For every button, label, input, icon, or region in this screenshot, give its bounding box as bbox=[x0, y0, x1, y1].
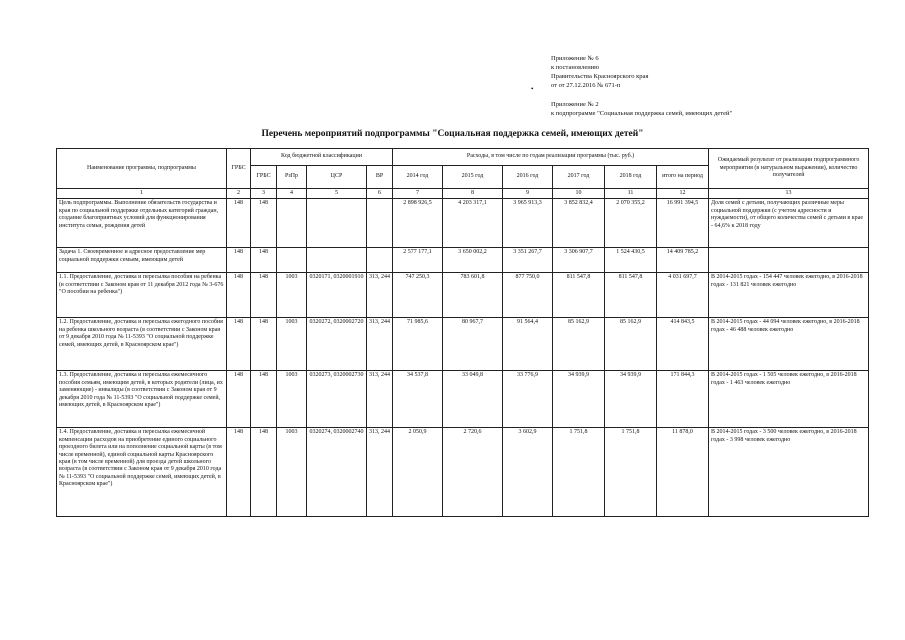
row-2017: 3 852 832,4 bbox=[553, 199, 605, 248]
row-2015: 33 049,8 bbox=[443, 371, 503, 428]
header-sub-vr: ВР bbox=[367, 166, 393, 189]
appendix-6-line: Приложение № 6 bbox=[551, 55, 599, 62]
row-grbs2: 148 bbox=[251, 273, 277, 318]
appendix-6-block bbox=[551, 54, 851, 90]
header-sub-rzpr: РзПр bbox=[277, 166, 307, 189]
row-vr: 313, 244 bbox=[367, 371, 393, 428]
row-grbs: 148 bbox=[227, 248, 251, 273]
row-total: 16 991 394,5 bbox=[657, 199, 709, 248]
col-number: 7 bbox=[393, 189, 443, 199]
row-grbs2: 148 bbox=[251, 428, 277, 517]
col-number: 9 bbox=[503, 189, 553, 199]
row-2018: 1 524 430,5 bbox=[605, 248, 657, 273]
row-rzpr: 1003 bbox=[277, 318, 307, 371]
row-result: В 2014-2015 годах - 154 447 человек ежегодно, в 2016-2018 годах - 131 821 человек ежегодно bbox=[709, 273, 869, 318]
row-name: 1.4. Предоставление, доставка и пересылка ежемесячной компенсации расходов на приобретение единого социального проездного билета или на пополнение социальной карты (в том числе временной), единой социальной карты Красноярского края (в том числе временной) для проезда детей школьного возраста (в соответствии с Законом края от 9 декабря 2010 года № 11-5393 "О социальной поддержке семей, имеющих детей, в Красноярском крае") bbox=[57, 428, 227, 517]
row-2017: 85 162,9 bbox=[553, 318, 605, 371]
row-2016: 91 564,4 bbox=[503, 318, 553, 371]
header-year-2017: 2017 год bbox=[553, 166, 605, 189]
row-name: 1.2. Предоставление, доставка и пересылка ежегодного пособия на ребенка школьного возраста (в соответствии с Законом края от 9 декабря 2010 года № 11-5393 "О социальной поддержке семей, имеющих детей, в Красноярском крае") bbox=[57, 318, 227, 371]
col-number: 10 bbox=[553, 189, 605, 199]
row-2016: 3 351 267,7 bbox=[503, 248, 553, 273]
header-name: Наименование программы, подпрограммы bbox=[57, 149, 227, 189]
col-number: 1 bbox=[57, 189, 227, 199]
row-total: 14 409 785,2 bbox=[657, 248, 709, 273]
col-number: 2 bbox=[227, 189, 251, 199]
row-grbs: 148 bbox=[227, 318, 251, 371]
header-sub-csr: ЦСР bbox=[307, 166, 367, 189]
row-total: 171 844,3 bbox=[657, 371, 709, 428]
header-grbs: ГРБС bbox=[227, 149, 251, 189]
header-result: Ожидаемый результат от реализации подпрограммного мероприятия (в натуральном выражении), количество получателей bbox=[709, 149, 869, 189]
row-2017: 1 751,8 bbox=[553, 428, 605, 517]
row-2018: 85 162,9 bbox=[605, 318, 657, 371]
row-csr bbox=[307, 199, 367, 248]
row-2018: 1 751,8 bbox=[605, 428, 657, 517]
col-number: 5 bbox=[307, 189, 367, 199]
row-2015: 2 720,6 bbox=[443, 428, 503, 517]
row-2016: 877 750,0 bbox=[503, 273, 553, 318]
row-grbs2: 148 bbox=[251, 199, 277, 248]
header-budget-class: Код бюджетной классификации bbox=[251, 149, 393, 166]
row-2017: 34 939,9 bbox=[553, 371, 605, 428]
header-expenses: Расходы, в том числе по годам реализации программы (тыс. руб.) bbox=[393, 149, 709, 166]
row-2017: 811 547,8 bbox=[553, 273, 605, 318]
table-row bbox=[57, 371, 869, 428]
row-2016: 3 602,9 bbox=[503, 428, 553, 517]
col-number: 12 bbox=[657, 189, 709, 199]
appendix-2-line: к подпрограмме "Социальная поддержка семей, имеющих детей" bbox=[551, 110, 733, 117]
appendix-6-line: от от 27.12.2016 № 671-п bbox=[551, 82, 621, 89]
table-row-goal bbox=[57, 199, 869, 248]
header-year-2016: 2016 год bbox=[503, 166, 553, 189]
row-csr: 0320273, 0320002730 bbox=[307, 371, 367, 428]
row-name: Цель подпрограммы. Выполнение обязательств государства и края по социальной поддержке отдельных категорий граждан, создание благоприятных условий для функционирования института семьи, рождения детей bbox=[57, 199, 227, 248]
row-rzpr: 1003 bbox=[277, 371, 307, 428]
row-vr bbox=[367, 199, 393, 248]
page-title: Перечень мероприятий подпрограммы "Социальная поддержка семей, имеющих детей" bbox=[261, 129, 644, 139]
row-vr bbox=[367, 248, 393, 273]
row-2015: 4 203 317,1 bbox=[443, 199, 503, 248]
row-total: 414 843,5 bbox=[657, 318, 709, 371]
scan-speck: • bbox=[531, 85, 534, 93]
row-2016: 33 776,9 bbox=[503, 371, 553, 428]
row-2014: 71 985,6 bbox=[393, 318, 443, 371]
header-total: итого на период bbox=[657, 166, 709, 189]
col-number: 4 bbox=[277, 189, 307, 199]
header-year-2014: 2014 год bbox=[393, 166, 443, 189]
column-number-row bbox=[57, 189, 869, 199]
row-vr: 313, 244 bbox=[367, 273, 393, 318]
row-rzpr: 1003 bbox=[277, 428, 307, 517]
row-csr: 0320274, 0320002740 bbox=[307, 428, 367, 517]
row-result bbox=[709, 248, 869, 273]
table-row bbox=[57, 318, 869, 371]
appendix-2-line: Приложение № 2 bbox=[551, 101, 599, 108]
row-grbs: 148 bbox=[227, 428, 251, 517]
row-2014: 2 898 926,5 bbox=[393, 199, 443, 248]
appendix-6-line: к постановлению bbox=[551, 64, 600, 71]
row-2014: 2 577 177,1 bbox=[393, 248, 443, 273]
row-grbs2: 148 bbox=[251, 371, 277, 428]
row-name: 1.3. Предоставление, доставка и пересылка ежемесячного пособия семьям, имеющим детей, в которых родители (лица, их заменяющие) - инвалиды (в соответствии с Законом края от 9 декабря 2010 года № 11-5393 "О социальной поддержке семей, имеющих детей, в Красноярском крае") bbox=[57, 371, 227, 428]
table-row bbox=[57, 273, 869, 318]
row-2018: 811 547,8 bbox=[605, 273, 657, 318]
row-grbs2: 148 bbox=[251, 248, 277, 273]
measures-table bbox=[56, 148, 869, 517]
row-2014: 2 050,9 bbox=[393, 428, 443, 517]
row-vr: 313, 244 bbox=[367, 428, 393, 517]
table-row-task bbox=[57, 248, 869, 273]
row-grbs: 148 bbox=[227, 273, 251, 318]
row-2018: 34 939,9 bbox=[605, 371, 657, 428]
row-total: 11 878,0 bbox=[657, 428, 709, 517]
row-rzpr bbox=[277, 248, 307, 273]
row-result: Доля семей с детьми, получающих различные меры социальной поддержки (с учетом адресности и нуждаемости), от общего количества семей с детьми в крае - 64,6% к 2018 году bbox=[709, 199, 869, 248]
row-2015: 3 650 002,2 bbox=[443, 248, 503, 273]
appendix-2-block bbox=[551, 100, 871, 118]
row-2015: 783 601,8 bbox=[443, 273, 503, 318]
header-sub-grbs: ГРБС bbox=[251, 166, 277, 189]
col-number: 6 bbox=[367, 189, 393, 199]
col-number: 13 bbox=[709, 189, 869, 199]
row-2016: 3 965 913,3 bbox=[503, 199, 553, 248]
row-name: Задача 1. Своевременное и адресное предоставление мер социальной поддержки семьям, имеющим детей bbox=[57, 248, 227, 273]
row-vr: 313, 244 bbox=[367, 318, 393, 371]
row-total: 4 031 697,7 bbox=[657, 273, 709, 318]
row-2014: 34 537,8 bbox=[393, 371, 443, 428]
row-csr: 0320171, 0320001910 bbox=[307, 273, 367, 318]
row-rzpr bbox=[277, 199, 307, 248]
row-csr: 0320272, 0320002720 bbox=[307, 318, 367, 371]
row-name: 1.1. Предоставление, доставка и пересылка пособия на ребенка (в соответствии с Законом края от 11 декабря 2012 года № 3-676 "О пособии на ребенка") bbox=[57, 273, 227, 318]
header-year-2018: 2018 год bbox=[605, 166, 657, 189]
header-year-2015: 2015 год bbox=[443, 166, 503, 189]
table-row bbox=[57, 428, 869, 517]
row-2014: 747 250,3 bbox=[393, 273, 443, 318]
row-rzpr: 1003 bbox=[277, 273, 307, 318]
row-2018: 2 070 355,2 bbox=[605, 199, 657, 248]
row-result: В 2014-2015 годах - 3 500 человек ежегодно, в 2016-2018 годах - 3 998 человек ежегодно bbox=[709, 428, 869, 517]
row-result: В 2014-2015 годах - 1 505 человек ежегодно, в 2016-2018 годах - 1 463 человек ежегодно bbox=[709, 371, 869, 428]
row-result: В 2014-2015 годах - 44 094 человек ежегодно, в 2016-2018 годах - 46 488 человек ежегодно bbox=[709, 318, 869, 371]
col-number: 3 bbox=[251, 189, 277, 199]
row-grbs: 148 bbox=[227, 199, 251, 248]
row-csr bbox=[307, 248, 367, 273]
row-2017: 3 306 907,7 bbox=[553, 248, 605, 273]
row-2015: 80 967,7 bbox=[443, 318, 503, 371]
row-grbs2: 148 bbox=[251, 318, 277, 371]
col-number: 8 bbox=[443, 189, 503, 199]
row-grbs: 148 bbox=[227, 371, 251, 428]
col-number: 11 bbox=[605, 189, 657, 199]
appendix-6-line: Правительства Красноярского края bbox=[551, 73, 649, 80]
